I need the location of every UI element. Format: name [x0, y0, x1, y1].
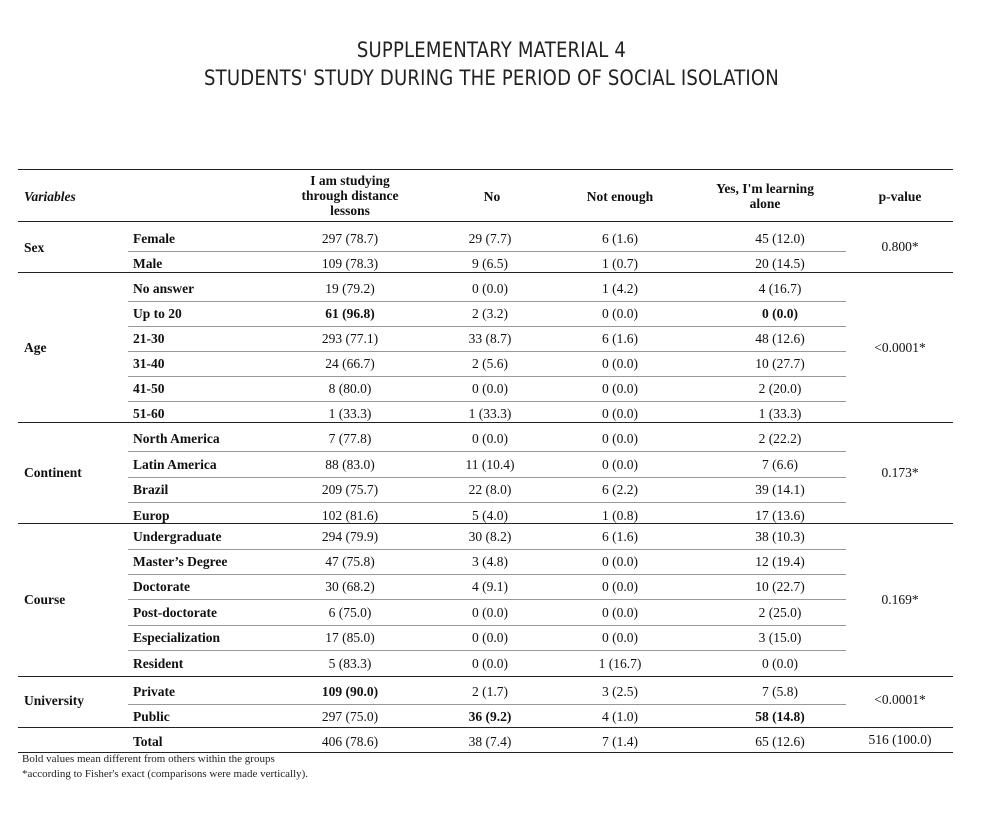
table-cell: 0 (0.0): [602, 356, 638, 371]
table-cell: 30 (8.2): [468, 529, 512, 544]
note-bold: Bold values mean different from others within the groups: [22, 753, 275, 765]
group-rule: [18, 422, 953, 423]
pvalue-course: 0.169*: [881, 592, 919, 607]
row-label: Doctorate: [133, 579, 190, 594]
table-cell: 297 (78.7): [321, 231, 379, 246]
table-cell: 19 (79.2): [325, 281, 375, 296]
row-label: Undergraduate: [133, 529, 222, 544]
group-continent: Continent: [24, 465, 82, 480]
table-cell: 293 (77.1): [321, 331, 379, 346]
row-label: Private: [133, 684, 175, 699]
table-cell: 0 (0.0): [602, 381, 638, 396]
pvalue-continent: 0.173*: [881, 465, 919, 480]
table-cell: 7 (5.8): [762, 684, 798, 699]
note-fisher: *according to Fisher's exact (comparisons were made vertically).: [22, 768, 309, 780]
row-label: Especialization: [133, 630, 220, 645]
table-cell: 10 (22.7): [755, 579, 805, 594]
table-cell: 3 (15.0): [758, 630, 802, 645]
table-cell: 109 (90.0): [321, 684, 379, 699]
row-label: Female: [133, 231, 175, 246]
row-rule: [128, 549, 846, 550]
row-label: Brazil: [133, 482, 169, 497]
group-university: University: [24, 693, 84, 708]
header-alone-line1: Yes, I'm learning: [716, 181, 814, 196]
table-cell: 0 (0.0): [472, 605, 508, 620]
table-cell: 1 (4.2): [602, 281, 638, 296]
table-cell: 6 (2.2): [602, 482, 638, 497]
table-cell: 38 (10.3): [755, 529, 805, 544]
row-label: Master’s Degree: [133, 554, 228, 569]
table-cell: 2 (5.6): [472, 356, 508, 371]
row-rule: [128, 251, 846, 252]
table-cell: 1 (33.3): [758, 406, 802, 421]
title-line-1: SUPPLEMENTARY MATERIAL 4: [356, 38, 627, 62]
table-cell: 12 (19.4): [755, 554, 805, 569]
row-label: Latin America: [133, 457, 217, 472]
table-cell: 0 (0.0): [472, 630, 508, 645]
table-cell: 3 (4.8): [472, 554, 508, 569]
header-variables: Variables: [24, 189, 76, 204]
pvalue-total: 516 (100.0): [868, 732, 932, 747]
table-cell: 5 (4.0): [472, 508, 508, 523]
table-cell: 6 (75.0): [328, 605, 372, 620]
row-label: 41-50: [133, 381, 165, 396]
row-label: Public: [133, 709, 170, 724]
row-rule: [128, 574, 846, 575]
row-rule: [128, 326, 846, 327]
pvalue-sex: 0.800*: [881, 239, 919, 254]
table-cell: 6 (1.6): [602, 331, 638, 346]
header-distance-line2: through distance: [301, 188, 399, 203]
table-cell: 1 (0.7): [602, 256, 638, 271]
table-cell: 20 (14.5): [755, 256, 805, 271]
table-cell: 0 (0.0): [602, 630, 638, 645]
header-bottom-rule: [18, 221, 953, 222]
table-cell: 297 (75.0): [321, 709, 379, 724]
group-rule: [18, 272, 953, 273]
table-cell: 209 (75.7): [321, 482, 379, 497]
header-no: No: [483, 189, 501, 204]
table-cell: 8 (80.0): [328, 381, 372, 396]
table-cell: 1 (16.7): [598, 656, 642, 671]
row-rule: [128, 650, 846, 651]
row-label: 31-40: [133, 356, 165, 371]
table-cell: 2 (3.2): [472, 306, 508, 321]
row-label: Up to 20: [133, 306, 182, 321]
table-cell: 39 (14.1): [755, 482, 805, 497]
group-sex: Sex: [24, 240, 45, 255]
table-cell: 0 (0.0): [602, 579, 638, 594]
table-cell: 22 (8.0): [468, 482, 512, 497]
table-cell: 0 (0.0): [762, 306, 798, 321]
table-cell: 2 (20.0): [758, 381, 802, 396]
table-cell: 6 (1.6): [602, 231, 638, 246]
table-cell: 6 (1.6): [602, 529, 638, 544]
group-course: Course: [24, 592, 66, 607]
table-cell: 2 (25.0): [758, 605, 802, 620]
row-rule: [128, 301, 846, 302]
row-label: Male: [133, 256, 163, 271]
table-cell: 4 (1.0): [602, 709, 638, 724]
table-cell: 0 (0.0): [602, 406, 638, 421]
table-cell: 0 (0.0): [472, 381, 508, 396]
table-cell: 0 (0.0): [602, 554, 638, 569]
table-cell: 406 (78.6): [321, 734, 379, 749]
table-cell: 0 (0.0): [602, 306, 638, 321]
table-cell: 38 (7.4): [468, 734, 512, 749]
row-label: 21-30: [133, 331, 165, 346]
row-label: Post-doctorate: [133, 605, 217, 620]
row-rule: [128, 477, 846, 478]
row-rule: [128, 625, 846, 626]
table-cell: 0 (0.0): [472, 656, 508, 671]
table-top-rule: [18, 169, 953, 170]
table-cell: 29 (7.7): [468, 231, 512, 246]
group-rule: [18, 676, 953, 677]
header-distance-line1: I am studying: [310, 173, 390, 188]
group-rule: [18, 727, 953, 728]
table-cell: 0 (0.0): [602, 431, 638, 446]
table-cell: 10 (27.7): [755, 356, 805, 371]
table-cell: 1 (0.8): [602, 508, 638, 523]
table-cell: 4 (16.7): [758, 281, 802, 296]
table-cell: 294 (79.9): [321, 529, 379, 544]
table-cell: 7 (77.8): [328, 431, 372, 446]
table-cell: 7 (6.6): [762, 457, 798, 472]
row-rule: [128, 351, 846, 352]
table-cell: 102 (81.6): [321, 508, 379, 523]
pvalue-university: <0.0001*: [874, 692, 926, 707]
table-cell: 47 (75.8): [325, 554, 375, 569]
table-cell: 5 (83.3): [328, 656, 372, 671]
header-not-enough: Not enough: [586, 189, 654, 204]
row-label: North America: [133, 431, 220, 446]
row-label: Europ: [133, 508, 170, 523]
row-label: Total: [133, 734, 163, 749]
table-cell: 33 (8.7): [468, 331, 512, 346]
table-cell: 4 (9.1): [472, 579, 508, 594]
row-rule: [128, 451, 846, 452]
row-rule: [128, 401, 846, 402]
row-label: No answer: [133, 281, 195, 296]
table-cell: 65 (12.6): [755, 734, 805, 749]
header-distance-line3: lessons: [330, 203, 370, 218]
table-cell: 0 (0.0): [602, 457, 638, 472]
row-label: Resident: [133, 656, 184, 671]
title-line-2: STUDENTS' STUDY DURING THE PERIOD OF SOCIAL ISOLATION: [204, 66, 779, 90]
row-label: 51-60: [133, 406, 165, 421]
table-cell: 0 (0.0): [472, 431, 508, 446]
table-cell: 2 (1.7): [472, 684, 508, 699]
table-cell: 36 (9.2): [468, 709, 512, 724]
table-cell: 48 (12.6): [755, 331, 805, 346]
table-cell: 1 (33.3): [328, 406, 372, 421]
group-age: Age: [24, 340, 47, 355]
table-cell: 1 (33.3): [468, 406, 512, 421]
pvalue-age: <0.0001*: [874, 340, 926, 355]
table-cell: 109 (78.3): [321, 256, 379, 271]
table-cell: 0 (0.0): [602, 605, 638, 620]
table-cell: 17 (85.0): [325, 630, 375, 645]
header-alone: [695, 181, 835, 211]
table-cell: 58 (14.8): [755, 709, 805, 724]
table-cell: 0 (0.0): [762, 656, 798, 671]
row-rule: [128, 704, 846, 705]
row-rule: [128, 376, 846, 377]
row-rule: [128, 599, 846, 600]
table-cell: 17 (13.6): [755, 508, 805, 523]
table-cell: 9 (6.5): [472, 256, 508, 271]
table-cell: 7 (1.4): [602, 734, 638, 749]
table-cell: 0 (0.0): [472, 281, 508, 296]
table-cell: 2 (22.2): [758, 431, 802, 446]
table-cell: 45 (12.0): [755, 231, 805, 246]
row-rule: [128, 502, 846, 503]
table-cell: 88 (83.0): [325, 457, 375, 472]
table-cell: 24 (66.7): [325, 356, 375, 371]
table-cell: 11 (10.4): [465, 457, 515, 472]
table-cell: 3 (2.5): [602, 684, 638, 699]
header-distance: [275, 173, 425, 218]
header-alone-line2: alone: [749, 196, 781, 211]
table-cell: 61 (96.8): [325, 306, 375, 321]
table-cell: 30 (68.2): [325, 579, 375, 594]
header-pvalue: p-value: [878, 189, 922, 204]
